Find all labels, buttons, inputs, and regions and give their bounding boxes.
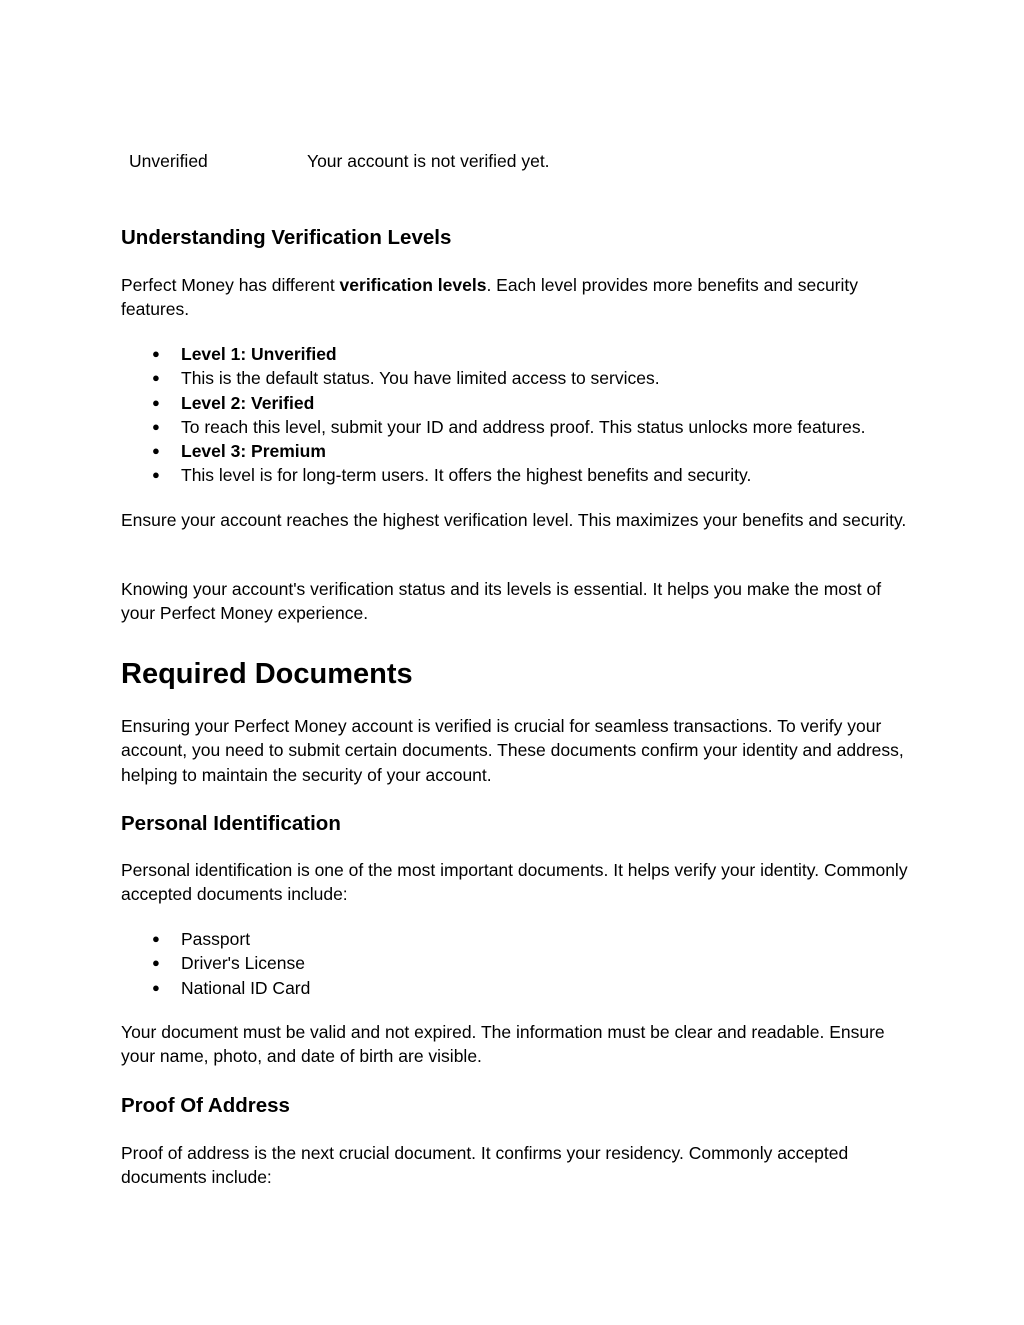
status-table-row xyxy=(129,149,929,173)
status-description-cell: Your account is not verified yet. xyxy=(307,151,550,171)
bullet-icon: ● xyxy=(152,443,160,459)
bullet-icon: ● xyxy=(152,467,160,483)
bullet-icon: ● xyxy=(152,979,160,995)
personal-id-note-paragraph: Your document must be valid and not expired. The information must be clear and readable. Ensure your name, photo, and date of birth are visible. xyxy=(121,1022,885,1067)
heading-required-documents: Required Documents xyxy=(121,658,413,690)
list-item: ● To reach this level, submit your ID and address proof. This status unlocks more features. xyxy=(121,415,911,439)
list-item: ● This is the default status. You have limited access to services. xyxy=(121,366,911,390)
id-documents-list xyxy=(121,927,911,1000)
verification-levels-bold: verification levels xyxy=(339,275,487,295)
list-item: ● Passport xyxy=(121,927,911,951)
personal-id-intro-paragraph: Personal identification is one of the most important documents. It helps verify your identity. Commonly accepted documents include: xyxy=(121,860,908,905)
bullet-icon: ● xyxy=(152,394,160,410)
levels-intro-paragraph: Perfect Money has different verification levels. Each level provides more benefits and security features. xyxy=(121,275,859,320)
heading-verification-levels: Understanding Verification Levels xyxy=(121,226,452,249)
address-intro-paragraph: Proof of address is the next crucial document. It confirms your residency. Commonly accepted documents include: xyxy=(121,1143,849,1188)
bullet-icon: ● xyxy=(152,370,160,386)
status-cell: Unverified xyxy=(129,151,208,171)
bullet-icon: ● xyxy=(152,346,160,361)
list-item: ● This level is for long-term users. It offers the highest benefits and security. xyxy=(121,463,911,487)
bullet-icon: ● xyxy=(152,931,160,946)
levels-paragraph-2: Ensure your account reaches the highest verification level. This maximizes your benefits and security. xyxy=(121,510,907,530)
list-item: ● Level 2: Verified xyxy=(121,391,911,415)
list-item: ● Level 3: Premium xyxy=(121,439,911,463)
list-item: ● Driver's License xyxy=(121,951,911,975)
list-item: ● National ID Card xyxy=(121,976,911,1000)
levels-list xyxy=(121,342,911,488)
levels-paragraph-3: Knowing your account's verification status and its levels is essential. It helps you make the most of your Perfect Money experience. xyxy=(121,579,882,624)
bullet-icon: ● xyxy=(152,418,160,434)
list-item: ● Level 1: Unverified xyxy=(121,342,911,366)
heading-proof-of-address: Proof Of Address xyxy=(121,1094,290,1117)
documents-intro-paragraph: Ensuring your Perfect Money account is verified is crucial for seamless transactions. To verify your account, you need to submit certain documents. These documents confirm your identity and address, helping to maintain the security of your account. xyxy=(121,716,904,785)
bullet-icon: ● xyxy=(152,955,160,971)
heading-personal-identification: Personal Identification xyxy=(121,812,341,835)
